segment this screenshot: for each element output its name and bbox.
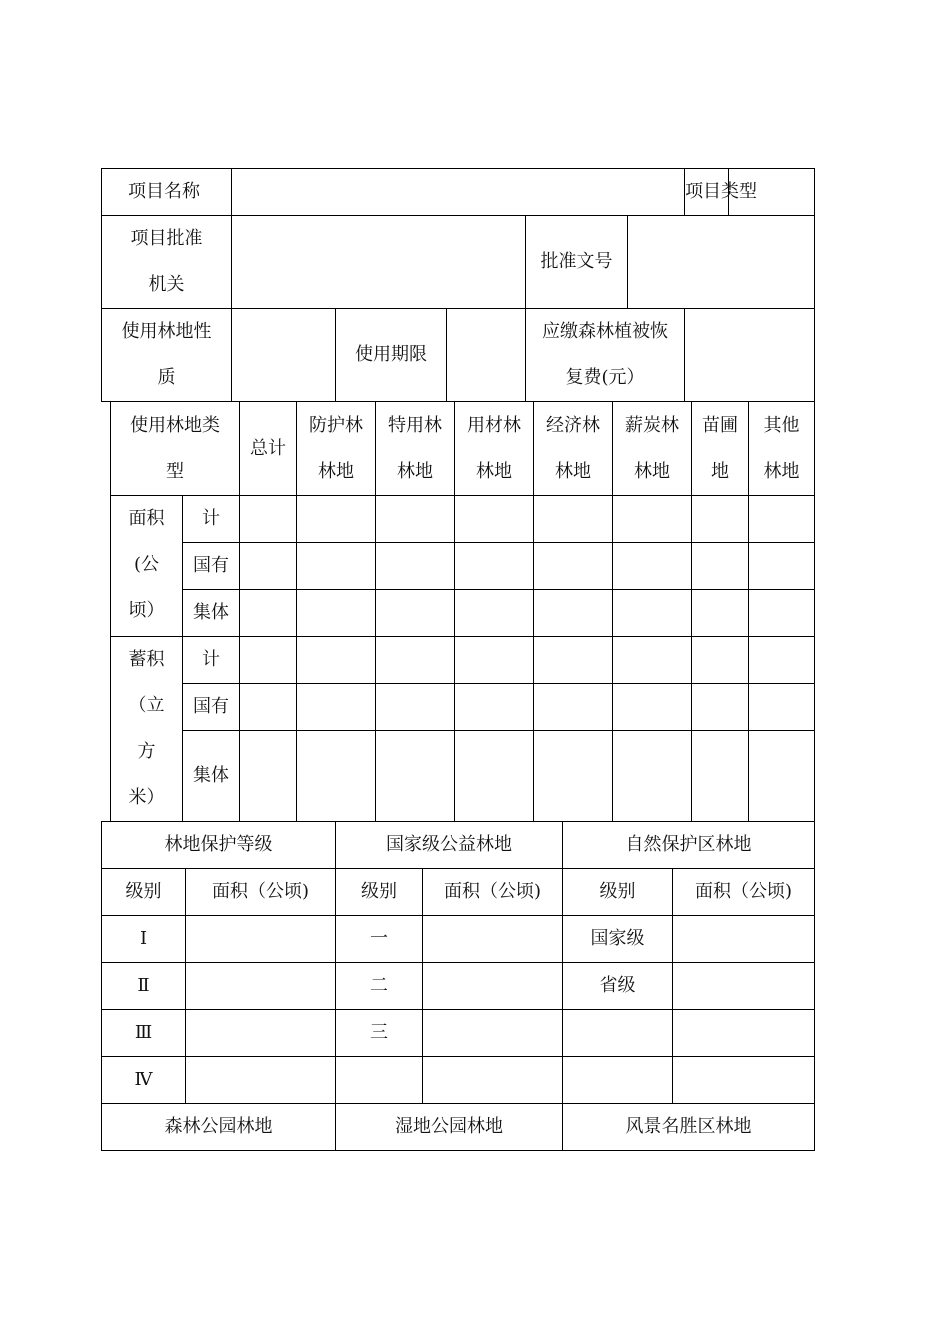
data-cell[interactable] <box>613 496 692 543</box>
data-cell[interactable] <box>297 637 376 684</box>
wetland-park-header: 湿地公园林地 <box>336 1104 563 1151</box>
level-header: 级别 <box>336 869 423 916</box>
data-cell[interactable] <box>240 543 297 590</box>
sub-row-label: 国有 <box>183 684 240 731</box>
fee-label-line1: 应缴森林植被恢 <box>542 321 668 342</box>
col-fuel-line1: 薪炭林 <box>625 414 679 436</box>
volume-label-line2: （立 <box>128 695 165 716</box>
data-cell[interactable] <box>692 496 749 543</box>
approval-table <box>101 215 815 309</box>
approval-org-label-line1: 项目批准 <box>130 228 203 249</box>
col-protection-header <box>297 402 376 496</box>
col-nursery-line1: 苗圃 <box>702 414 738 436</box>
data-cell[interactable] <box>376 731 455 822</box>
data-cell[interactable] <box>749 637 815 684</box>
area-label <box>111 496 183 637</box>
land-nature-label-line2: 质 <box>157 367 176 388</box>
data-cell[interactable] <box>692 684 749 731</box>
volume-label-line1: 蓄积 <box>128 649 165 670</box>
data-cell[interactable] <box>455 543 534 590</box>
data-cell[interactable] <box>455 496 534 543</box>
data-cell[interactable] <box>534 731 613 822</box>
area-row-state <box>111 543 815 590</box>
data-cell[interactable] <box>534 684 613 731</box>
volume-label-line4: 米） <box>128 787 165 808</box>
data-cell[interactable] <box>376 543 455 590</box>
fee-label-line2: 复费(元） <box>565 367 645 388</box>
data-cell[interactable] <box>336 1057 423 1104</box>
forest-park-header: 森林公园林地 <box>102 1104 336 1151</box>
volume-row-collective <box>111 731 815 822</box>
data-cell[interactable] <box>673 916 815 963</box>
reserve-level: 国家级 <box>563 916 673 963</box>
col-timber-line1: 用材林 <box>467 414 521 436</box>
data-cell[interactable] <box>376 637 455 684</box>
project-name-field[interactable] <box>232 169 685 216</box>
approval-doc-field[interactable] <box>628 216 815 309</box>
land-type-table <box>110 401 815 822</box>
data-cell[interactable] <box>240 637 297 684</box>
land-nature-label <box>102 309 232 402</box>
land-type-label-line1: 使用林地类 <box>130 414 220 436</box>
data-cell[interactable] <box>613 543 692 590</box>
sub-row-label: 国有 <box>183 543 240 590</box>
col-special-header <box>376 402 455 496</box>
data-cell[interactable] <box>613 637 692 684</box>
area-header: 面积（公顷) <box>186 869 336 916</box>
area-header: 面积（公顷) <box>673 869 815 916</box>
col-total-header <box>240 402 297 496</box>
public-forest-header: 国家级公益林地 <box>336 822 563 869</box>
data-cell[interactable] <box>376 590 455 637</box>
data-cell[interactable] <box>240 684 297 731</box>
data-cell[interactable] <box>297 590 376 637</box>
col-timber-header <box>455 402 534 496</box>
data-cell[interactable] <box>376 496 455 543</box>
data-cell[interactable] <box>186 916 336 963</box>
fee-label <box>526 309 685 402</box>
data-cell[interactable] <box>673 963 815 1010</box>
col-other-header <box>749 402 815 496</box>
col-total-line1: 总计 <box>250 437 286 459</box>
col-other-line1: 其他 <box>763 414 800 436</box>
data-cell[interactable] <box>749 543 815 590</box>
data-cell[interactable] <box>673 1057 815 1104</box>
data-cell[interactable] <box>297 496 376 543</box>
col-other-line2: 林地 <box>763 460 800 482</box>
scenic-area-header: 风景名胜区林地 <box>563 1104 815 1151</box>
reserve-level: 省级 <box>563 963 673 1010</box>
data-cell[interactable] <box>186 1057 336 1104</box>
level-header: 级别 <box>102 869 186 916</box>
data-cell[interactable] <box>423 1010 563 1057</box>
data-cell[interactable] <box>692 731 749 822</box>
grade-level: Ⅲ <box>102 1010 186 1057</box>
col-timber-line2: 林地 <box>476 460 512 482</box>
col-economic-header <box>534 402 613 496</box>
data-cell[interactable] <box>455 684 534 731</box>
data-cell[interactable] <box>749 731 815 822</box>
period-field[interactable] <box>447 309 526 402</box>
data-cell[interactable] <box>534 496 613 543</box>
data-cell[interactable] <box>534 590 613 637</box>
data-cell[interactable] <box>376 684 455 731</box>
data-cell[interactable] <box>455 590 534 637</box>
data-cell[interactable] <box>692 590 749 637</box>
col-nursery-header <box>692 402 749 496</box>
protection-grade-header: 林地保护等级 <box>102 822 336 869</box>
volume-label <box>111 637 183 822</box>
approval-doc-label: 批准文号 <box>526 216 628 309</box>
col-nursery-line2: 地 <box>711 460 729 482</box>
sub-row-label: 集体 <box>183 590 240 637</box>
data-cell[interactable] <box>534 543 613 590</box>
volume-row-total <box>111 637 815 684</box>
data-cell[interactable] <box>423 1057 563 1104</box>
approval-org-label <box>102 216 232 309</box>
approval-org-label-line2: 机关 <box>148 274 185 295</box>
fee-field[interactable] <box>685 309 815 402</box>
data-cell[interactable] <box>240 731 297 822</box>
col-protection-line2: 林地 <box>318 460 354 482</box>
area-header: 面积（公顷) <box>423 869 563 916</box>
col-fuel-header <box>613 402 692 496</box>
data-cell[interactable] <box>297 684 376 731</box>
col-protection-line1: 防护林 <box>309 414 363 436</box>
data-cell[interactable] <box>186 963 336 1010</box>
data-cell[interactable] <box>749 684 815 731</box>
data-cell[interactable] <box>563 1010 673 1057</box>
data-cell[interactable] <box>423 916 563 963</box>
land-usage-table <box>101 308 815 402</box>
level-header: 级别 <box>563 869 673 916</box>
grade-level: Ⅰ <box>102 916 186 963</box>
project-type-label: 项目类型 <box>685 169 729 216</box>
area-row-collective <box>111 590 815 637</box>
sub-row-label: 集体 <box>183 731 240 822</box>
approval-org-field[interactable] <box>232 216 526 309</box>
data-cell[interactable] <box>240 590 297 637</box>
data-cell[interactable] <box>613 684 692 731</box>
data-cell[interactable] <box>186 1010 336 1057</box>
public-level: 三 <box>336 1010 423 1057</box>
volume-row-state <box>111 684 815 731</box>
sub-row-label: 计 <box>183 637 240 684</box>
data-cell[interactable] <box>455 637 534 684</box>
area-label-line1: 面积 <box>128 508 165 529</box>
sub-row-label: 计 <box>183 496 240 543</box>
grade-level: Ⅱ <box>102 963 186 1010</box>
land-nature-field[interactable] <box>232 309 336 402</box>
data-cell[interactable] <box>692 637 749 684</box>
col-fuel-line2: 林地 <box>634 460 670 482</box>
data-cell[interactable] <box>613 590 692 637</box>
col-special-line2: 林地 <box>397 460 433 482</box>
data-cell[interactable] <box>534 637 613 684</box>
project-name-label: 项目名称 <box>102 169 232 216</box>
data-cell[interactable] <box>613 731 692 822</box>
land-type-label <box>111 402 240 496</box>
public-level: 一 <box>336 916 423 963</box>
nature-reserve-header: 自然保护区林地 <box>563 822 815 869</box>
col-economic-line1: 经济林 <box>546 414 600 436</box>
col-economic-line2: 林地 <box>555 460 591 482</box>
period-label: 使用期限 <box>336 309 447 402</box>
data-cell[interactable] <box>423 963 563 1010</box>
public-level: 二 <box>336 963 423 1010</box>
volume-label-line3: 方 <box>137 741 156 762</box>
data-cell[interactable] <box>297 543 376 590</box>
data-cell[interactable] <box>673 1010 815 1057</box>
area-label-line3: 顷） <box>128 600 165 621</box>
protection-level-table <box>101 821 815 1151</box>
data-cell[interactable] <box>749 496 815 543</box>
project-info-table <box>101 168 815 216</box>
data-cell[interactable] <box>240 496 297 543</box>
land-type-label-line2: 型 <box>166 460 184 482</box>
data-cell[interactable] <box>692 543 749 590</box>
data-cell[interactable] <box>563 1057 673 1104</box>
data-cell[interactable] <box>749 590 815 637</box>
area-label-line2: (公 <box>133 554 160 575</box>
grade-level: Ⅳ <box>102 1057 186 1104</box>
land-nature-label-line1: 使用林地性 <box>121 321 212 342</box>
area-row-total <box>111 496 815 543</box>
data-cell[interactable] <box>297 731 376 822</box>
col-special-line1: 特用林 <box>388 414 442 436</box>
data-cell[interactable] <box>455 731 534 822</box>
